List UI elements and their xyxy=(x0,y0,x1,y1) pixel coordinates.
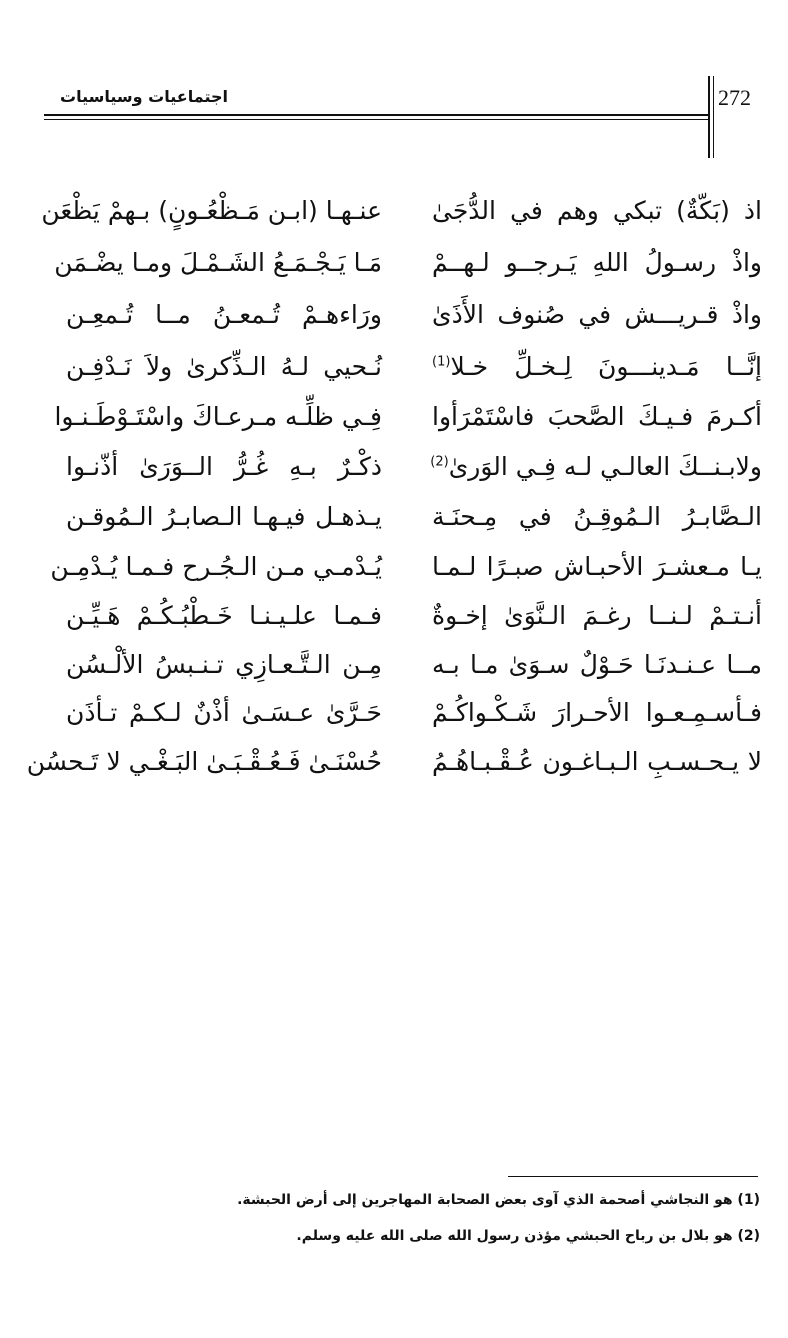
verse-left: عنـهـا (ابـن مَـظْعُـونٍ) بـهمْ يَظْعَن xyxy=(41,196,382,225)
footnote-rule xyxy=(508,1176,758,1177)
verse-right: اذ (بَكّةٌ) تبكي وهم في الدُّجَىٰ xyxy=(432,196,762,225)
footnote-marker: (1) xyxy=(432,354,451,370)
verse-right: أكـرمَ فـيـكَ الصَّحبَ فاسْتَمْرَأوا xyxy=(432,402,762,431)
verse-left: مِـن الـتَّـعـازِي تـنـبسُ الألْـسُن xyxy=(66,650,382,679)
verse-left: نُـحيي لـهُ الـذِّكرىٰ ولاَ نَـدْفِـن xyxy=(66,352,382,381)
verse-right: واذْ قـريـــش في صُنوف الأَذَىٰ xyxy=(432,300,762,329)
footnote-marker: (2) xyxy=(430,454,449,470)
verse-right: واذْ رسـولُ اللهِ يَـرجــو لـهــمْ xyxy=(432,248,762,277)
verse-right: إنَّــا مَـدينـــونَ لِـخـلِّ خـلا$^{(1)}$ xyxy=(432,352,762,381)
verse-left: يُـدْمـي مـن الـجُـرح فـمـا يُـدْمِـن xyxy=(50,552,382,581)
page-number: 272 xyxy=(718,85,751,110)
verse-left: حُسْنَـىٰ فَـعُـقْـبَـىٰ البَـغْـي لا تَـحسُن xyxy=(26,747,382,776)
verse-left: مَـا يَـجْـمَـعُ الشَـمْـلَ ومـا يضْـمَن xyxy=(54,248,382,277)
verse-left: حَـرَّىٰ عـسَـىٰ أذْنٌ لـكـمْ تـأذَن xyxy=(66,698,382,727)
verse-left: ورَاءهـمْ تُـمعـنُ مــا تُـمعِـن xyxy=(66,300,382,329)
verse-right: أنـتـمْ لـنــا رغـمَ الـنَّوَىٰ إخـوةٌ xyxy=(432,601,762,630)
verse-right: فـأسـمِـعـوا الأحـرارَ شَـكْـواكُـمْ xyxy=(432,698,762,727)
running-head: اجتماعيات وسياسيات xyxy=(60,87,228,106)
verse-right: يـا مـعشـرَ الأحبـاش صبـرًا لـمـا xyxy=(432,552,762,581)
footnote-2: (2) هو بلال بن رباح الحبشي مؤذن رسول الله صلى الله عليه وسلم. xyxy=(296,1228,760,1244)
verse-left: فـمـا علـيـنـا خَـطْبُـكُـمْ هَـيِّـن xyxy=(66,601,382,630)
verse-right: الـصَّابـرُ الـمُوقِـنُ في مِـحنَـة xyxy=(432,502,762,531)
verse-right: ولابـنــكَ العالـي لـه فِـي الوَرىٰ$^{(2)}$ xyxy=(430,452,762,481)
verse-left: ذكْـرٌ بـهِ غُـرُّ الــوَرَىٰ أذّنـوا xyxy=(66,452,382,481)
footnote-1: (1) هو النجاشي أصحمة الذي آوى بعض الصحابة المهاجرين إلى أرض الحبشة. xyxy=(237,1192,760,1208)
verse-left: يـذهـل فيـهـا الـصابـرُ الـمُوقـن xyxy=(66,502,382,531)
verse-right: مــا عـنـدنَـا حَـوْلٌ سـوَىٰ مـا بـه xyxy=(432,650,762,679)
verse-left: فِـي ظلِّـه مـرعـاكَ واسْتَـوْطَـنـوا xyxy=(54,402,382,431)
verse-right: لا يـحـسـبِ الـبـاغـون عُـقْـبـاهُـمُ xyxy=(432,747,762,776)
